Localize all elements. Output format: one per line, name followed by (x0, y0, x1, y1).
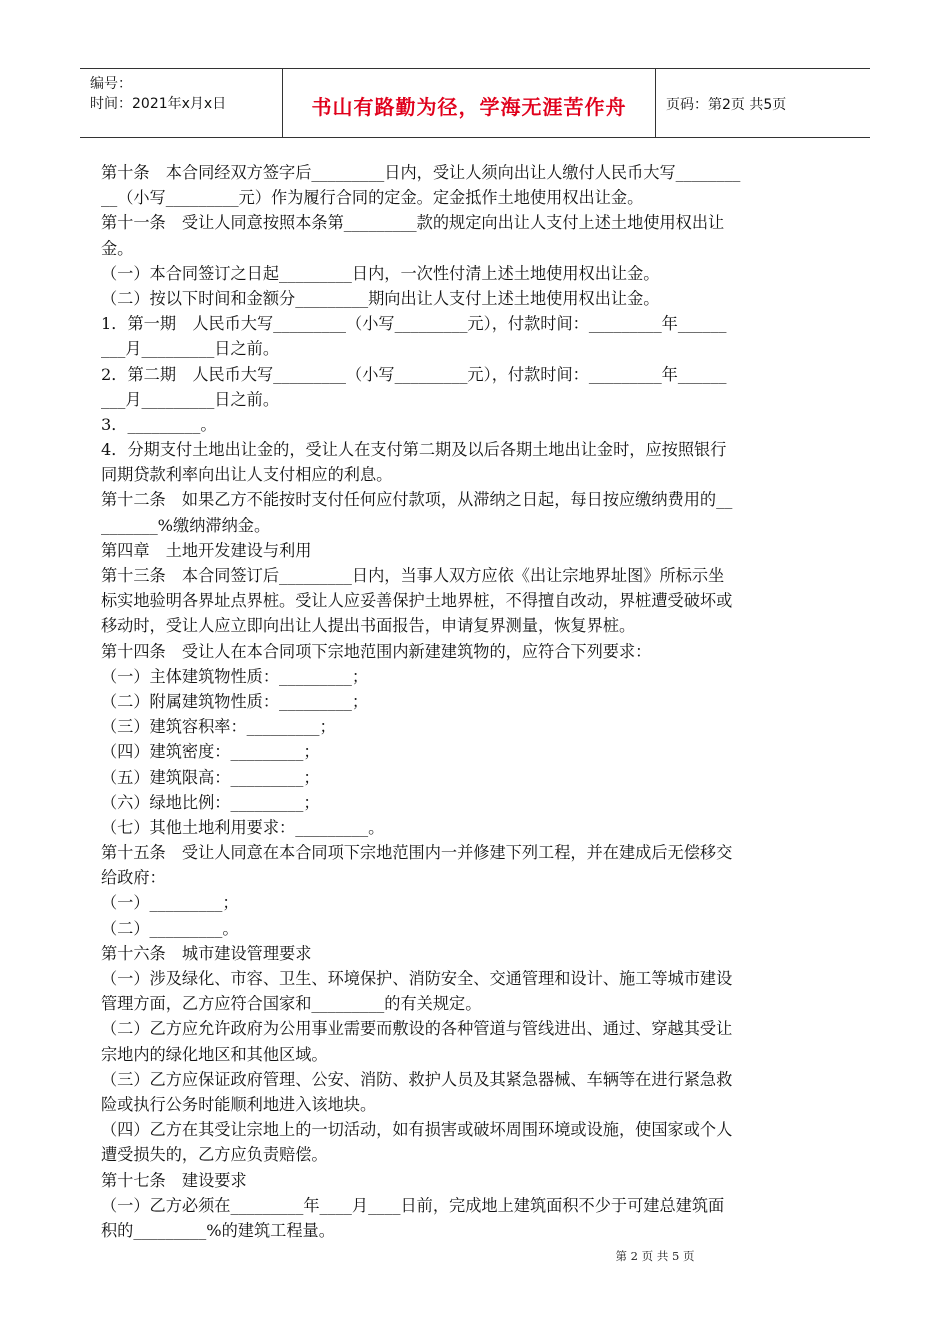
text-line: （四）建筑密度：_________； (101, 742, 320, 762)
text-line: 第四章 土地开发建设与利用 (101, 540, 312, 560)
text-line: 给政府： (101, 868, 166, 888)
header-page-number: 页码：第2页 共5页 (666, 97, 787, 113)
document-body (101, 160, 851, 1243)
text-line: 第十六条 城市建设管理要求 (101, 943, 312, 963)
text-line: ___月_________日之前。 (101, 339, 280, 359)
text-line: （一）本合同签订之日起_________日内，一次性付清上述土地使用权出让金。 (101, 263, 660, 283)
text-line: 宗地内的绿化地区和其他区域。 (101, 1044, 328, 1064)
text-line: （七）其他土地利用要求：_________。 (101, 817, 385, 837)
page-footer (0, 1248, 950, 1264)
text-line: 第十条 本合同经双方签字后_________日内，受让人须向出让人缴付人民币大写________ (101, 163, 741, 182)
document-date-label: 时间：2021年x月x日 (90, 96, 227, 112)
page-header (80, 68, 870, 138)
text-line: （二）按以下时间和金额分_________期向出让人支付上述土地使用权出让金。 (101, 288, 660, 308)
header-page-cell (654, 69, 870, 137)
text-line: （五）建筑限高：_________； (101, 767, 320, 787)
text-line: _______%缴纳滞纳金。 (101, 515, 271, 535)
text-line: （二）_________。 (101, 918, 239, 938)
text-line: 标实地验明各界址点界桩。受让人应妥善保护土地界桩，不得擅自改动，界桩遭受破坏或 (101, 591, 733, 611)
text-line: （二）附属建筑物性质：_________； (101, 691, 369, 711)
text-line: 第十四条 受让人在本合同项下宗地范围内新建建筑物的，应符合下列要求： (101, 641, 652, 661)
header-meta (80, 69, 282, 137)
text-line: 1．第一期 人民币大写_________（小写_________元），付款时间：_________年______ (101, 314, 727, 334)
text-line: 第十二条 如果乙方不能按时支付任何应付款项，从滞纳之日起，每日按应缴纳费用的__ (101, 490, 733, 510)
header-motto: 书山有路勤为径，学海无涯苦作舟 (311, 95, 627, 119)
text-line: 险或执行公务时能顺利地进入该地块。 (101, 1094, 377, 1114)
document-number-label: 编号： (90, 76, 132, 92)
text-line: 遭受损失的，乙方应负责赔偿。 (101, 1145, 328, 1165)
text-line: 第十三条 本合同签订后_________日内，当事人双方应依《出让宗地界址图》所标示坐 (101, 566, 725, 585)
text-line: 第十七条 建设要求 (101, 1170, 247, 1190)
text-line: 第十五条 受让人同意在本合同项下宗地范围内一并修建下列工程，并在建成后无偿移交 (101, 843, 733, 863)
text-line: （一）_________； (101, 893, 239, 913)
text-line: __（小写_________元）作为履行合同的定金。定金抵作土地使用权出让金。 (101, 188, 644, 208)
text-line: 3．_________。 (101, 414, 217, 434)
text-line: 积的_________%的建筑工程量。 (101, 1220, 335, 1240)
text-line: 金。 (101, 238, 134, 258)
text-line: 管理方面，乙方应符合国家和_________的有关规定。 (101, 994, 482, 1014)
text-line: （一）涉及绿化、市容、卫生、环境保护、消防安全、交通管理和设计、施工等城市建设 (101, 969, 733, 988)
text-line: 2．第二期 人民币大写_________（小写_________元），付款时间：_________年______ (101, 364, 727, 384)
text-line: （二）乙方应允许政府为公用事业需要而敷设的各种管道与管线进出、通过、穿越其受让 (101, 1019, 733, 1039)
text-line: （一）乙方必须在_________年____月____日前，完成地上建筑面积不少于可建总建筑面 (101, 1195, 725, 1215)
text-line: （三）乙方应保证政府管理、公安、消防、救护人员及其紧急器械、车辆等在进行紧急救 (101, 1069, 733, 1089)
text-line: （三）建筑容积率：_________； (101, 717, 336, 737)
text-line: 移动时，受让人应立即向出让人提出书面报告，申请复界测量，恢复界桩。 (101, 616, 636, 636)
header-motto-cell (282, 69, 656, 137)
text-line: 第十一条 受让人同意按照本条第_________款的规定向出让人支付上述土地使用权出让 (101, 213, 725, 233)
text-line: （六）绿地比例：_________； (101, 792, 320, 812)
text-line: 同期贷款利率向出让人支付相应的利息。 (101, 465, 393, 485)
footer-page-number: 第 2 页 共 5 页 (615, 1249, 695, 1263)
text-line: 4．分期支付土地出让金的，受让人在支付第二期及以后各期土地出让金时，应按照银行 (101, 440, 727, 460)
text-line: （一）主体建筑物性质：_________； (101, 666, 369, 686)
text-line: （四）乙方在其受让宗地上的一切活动，如有损害或破坏周围环境或设施，使国家或个人 (101, 1120, 733, 1140)
text-line: ___月_________日之前。 (101, 389, 280, 409)
